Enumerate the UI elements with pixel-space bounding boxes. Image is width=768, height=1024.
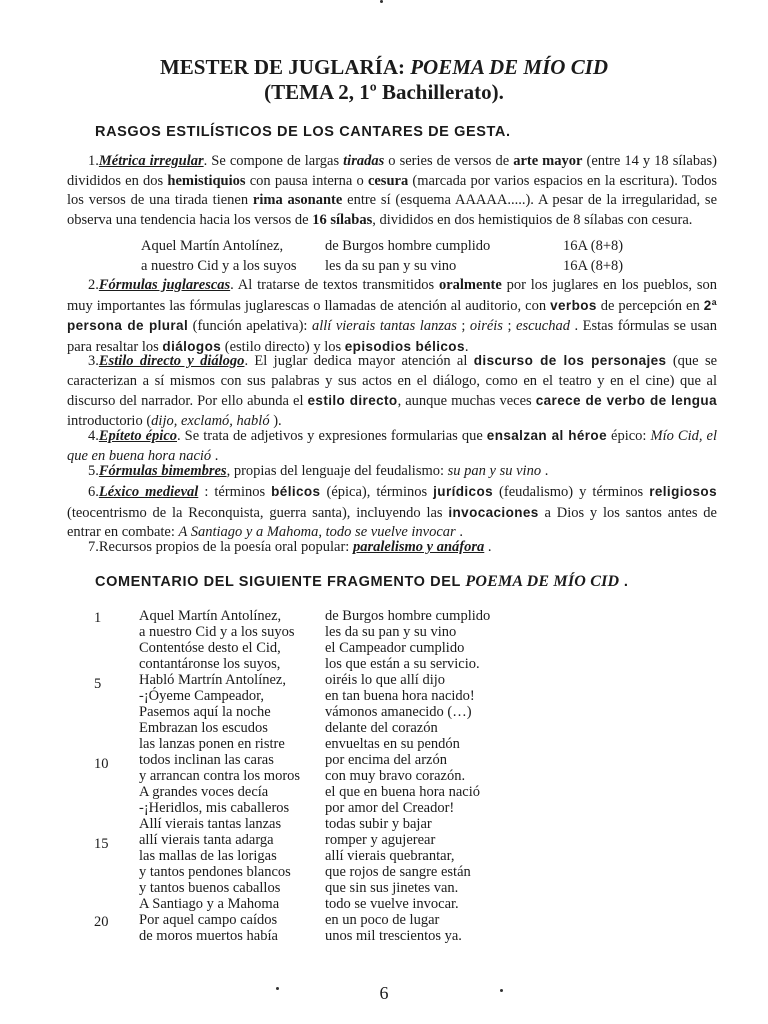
text: (entre 14 y 18 sílabas) divididos en dos	[67, 153, 718, 189]
example: dijo, exclamó, habló	[151, 412, 270, 429]
text: , aunque muchas veces	[397, 393, 536, 409]
line-number: 5	[94, 676, 102, 692]
item-label: paralelismo y anáfora	[352, 539, 485, 555]
poem-verse-first-half: y tantos buenos caballos	[139, 880, 281, 896]
term: diálogos	[162, 338, 222, 354]
term: hemistiquios	[167, 172, 246, 189]
item-label: Fórmulas juglarescas	[98, 277, 231, 293]
text: ).	[269, 412, 282, 429]
term: verbos	[550, 297, 597, 313]
poem-verse-first-half: todos inclinan las caras	[139, 752, 274, 768]
example-verse-1-left: Aquel Martín Antolínez,	[141, 238, 284, 254]
example-verse-1-right: de Burgos hombre cumplido	[325, 238, 491, 254]
poem-verse-second-half: allí vierais quebrantar,	[325, 848, 455, 864]
example-verse-2-left: a nuestro Cid y a los suyos	[141, 258, 297, 274]
item-number: 5.	[88, 463, 99, 479]
term: arte mayor	[513, 153, 583, 169]
text: (teocentrismo de la Reconquista, guerra santa), incluyendo las	[67, 504, 449, 521]
example: su pan y su vino	[447, 463, 542, 479]
item-6	[67, 482, 717, 543]
text: .	[464, 338, 469, 355]
poem-verse-second-half: delante del corazón	[325, 720, 438, 736]
line-number: 10	[94, 756, 109, 772]
text: ;	[502, 318, 517, 334]
line-number: 15	[94, 836, 109, 852]
term: 2ª persona de plural	[67, 297, 717, 333]
item-number: 7.	[88, 539, 99, 555]
poem-verse-second-half: todo se vuelve invocar.	[325, 896, 459, 912]
term: 16 sílabas	[312, 211, 373, 228]
example: escuchad	[516, 318, 570, 334]
line-number: 1	[94, 610, 102, 626]
item-4	[67, 426, 717, 466]
text: , propias del lenguaje del feudalismo:	[226, 463, 448, 479]
term: tiradas	[343, 153, 385, 169]
text: (estilo directo) y los	[221, 338, 345, 355]
text: ;	[456, 318, 470, 334]
item-label: Estilo directo y diálogo	[98, 353, 245, 369]
item-2	[67, 276, 717, 357]
poem-verse-first-half: las lanzas ponen en ristre	[139, 736, 285, 752]
title-line-1	[0, 55, 768, 80]
poem-verse-first-half: Aquel Martín Antolínez,	[139, 608, 282, 624]
text: a Dios y los santos antes de entrar en combate:	[67, 504, 717, 540]
example: oiréis	[469, 318, 503, 334]
item-7	[67, 538, 717, 558]
term: oralmente	[438, 277, 502, 293]
poem-verse-second-half: envueltas en su pendón	[325, 736, 460, 752]
poem-verse-second-half: les da su pan y su vino	[325, 624, 457, 640]
poem-verse-first-half: las mallas de las lorigas	[139, 848, 277, 864]
example-verse-2-meter: 16A (8+8)	[563, 258, 624, 274]
poem-verse-second-half: de Burgos hombre cumplido	[325, 608, 491, 624]
poem-verse-first-half: A grandes voces decía	[139, 784, 269, 800]
term: ensalzan al héroe	[486, 428, 607, 443]
example: Mío Cid, el que en buena hora nació	[67, 428, 717, 464]
text: (marcada por varios espacios en la escritura). Todos los versos de una tirada tienen	[67, 172, 717, 208]
item-1	[67, 152, 717, 230]
text: . Se trata de adjetivos y expresiones formularias que	[177, 428, 487, 444]
poem-verse-first-half: contantáronse los suyos,	[139, 656, 281, 672]
term: jurídicos	[433, 484, 494, 499]
item-label: Fórmulas bimembres	[98, 463, 227, 479]
heading-italic: POEMA DE MÍO CID	[465, 573, 620, 590]
poem-first-hemistichs	[139, 608, 300, 944]
example: allí vierais tantas lanzas	[311, 318, 457, 334]
poem-verse-second-half: unos mil trescientos ya.	[325, 928, 462, 944]
term: rima asonante	[252, 192, 343, 208]
text: con pausa interna o	[245, 172, 368, 189]
poem-verse-first-half: Embrazan los escudos	[139, 720, 268, 736]
poem-verse-first-half: allí vierais tanta adarga	[139, 832, 274, 848]
poem-verse-second-half: con muy bravo corazón.	[325, 768, 466, 784]
item-label: Epíteto épico	[98, 428, 178, 444]
poem-verse-second-half: en un poco de lugar	[325, 912, 440, 928]
text: (épica), términos	[320, 484, 434, 500]
item-label: Métrica irregular	[98, 153, 204, 169]
text: .	[484, 539, 492, 555]
text: o series de versos de	[384, 153, 514, 169]
poem-verse-second-half: por encima del arzón	[325, 752, 447, 768]
text: por los juglares en los pueblos, son muy importantes las fórmulas juglarescas o llamadas de atención al auditorio, con	[67, 277, 717, 314]
poem-verse-second-half: que rojos de sangre están	[325, 864, 471, 880]
term: estilo directo	[307, 393, 398, 408]
text: introductorio (	[67, 412, 152, 429]
text: (feudalismo) y términos	[493, 484, 650, 500]
text: de percepción en	[596, 297, 704, 314]
poem-verse-first-half: A Santiago y a Mahoma	[139, 896, 280, 912]
section-heading-comentario	[95, 573, 629, 591]
example: A Santiago y a Mahoma, todo se vuelve invocar	[178, 524, 456, 540]
line-number: 20	[94, 914, 109, 930]
text: épico:	[606, 428, 651, 444]
poem-verse-second-half: por amor del Creador!	[325, 800, 455, 816]
heading-text: COMENTARIO DEL SIGUIENTE FRAGMENTO DEL	[95, 574, 466, 590]
poem-verse-first-half: y arrancan contra los moros	[139, 768, 301, 784]
poem-verse-first-half: de moros muertos había	[139, 928, 278, 944]
poem-verse-second-half: el Campeador cumplido	[325, 640, 465, 656]
item-3	[67, 351, 717, 431]
poem-verse-first-half: y tantos pendones blancos	[139, 864, 291, 880]
text: . Estas fórmulas se usan para resaltar los	[67, 318, 717, 355]
poem-verse-first-half: -¡Óyeme Campeador,	[139, 688, 265, 704]
text: .	[455, 524, 463, 540]
item-number: 4.	[88, 428, 99, 444]
term: cesura	[367, 172, 409, 189]
poem-verse-second-half: oiréis lo que allí dijo	[325, 672, 446, 688]
term: episodios bélicos	[344, 338, 465, 354]
text: (que se caracterizan a sí mismos con sus palabras y sus actos en el diálogo, como en el teatro y en el cine) que al discurso del narrador. Por ello abunda el	[67, 353, 718, 409]
poem-verse-second-half: el que en buena hora nació	[325, 784, 480, 800]
title-line-2: (TEMA 2, 1º Bachillerato).	[264, 80, 504, 104]
speck	[380, 0, 383, 3]
example-verse-1-meter: 16A (8+8)	[563, 238, 624, 254]
poem-verse-second-half: todas subir y bajar	[325, 816, 432, 832]
poem-verse-second-half: los que están a su servicio.	[325, 656, 480, 672]
text: Recursos propios de la poesía oral popular:	[98, 539, 353, 555]
item-number: 2.	[88, 277, 99, 293]
text: . Se compone de largas	[203, 153, 344, 169]
example-verse-2-right: les da su pan y su vino	[325, 258, 457, 274]
item-number: 6.	[88, 484, 99, 500]
poem-verse-first-half: a nuestro Cid y a los suyos	[139, 624, 295, 640]
term: bélicos	[271, 484, 321, 499]
poem-verse-first-half: Pasemos aquí la noche	[139, 704, 271, 720]
term: religiosos	[649, 484, 717, 499]
text: .	[211, 447, 219, 464]
item-number: 3.	[88, 353, 99, 369]
term: invocaciones	[448, 504, 539, 520]
poem-verse-second-half: romper y agujerear	[325, 832, 436, 848]
text: . El juglar dedica mayor atención al	[244, 353, 474, 369]
poem-verse-second-half: que sin sus jinetes van.	[325, 880, 459, 896]
text: , divididos en dos hemistiquios de 8 sílabas con cesura.	[372, 211, 693, 228]
item-label: Léxico medieval	[98, 484, 199, 500]
page-number: 6	[379, 983, 389, 1003]
text: .	[541, 463, 549, 479]
text: entre sí (esquema AAAAA.....). A pesar de la irregularidad, se observa una tendencia hacia los versos de	[67, 192, 718, 228]
poem-verse-first-half: Allí vierais tantas lanzas	[139, 816, 282, 832]
poem-verse-second-half: vámonos amanecido (…)	[325, 704, 472, 720]
text: . Al tratarse de textos transmitidos	[230, 277, 439, 293]
poem-verse-first-half: -¡Heridlos, mis caballeros	[139, 800, 290, 816]
section-heading-rasgos: RASGOS ESTILÍSTICOS DE LOS CANTARES DE GESTA.	[95, 124, 511, 140]
title-italic: POEMA DE MÍO CID	[410, 55, 609, 79]
item-5	[67, 462, 717, 482]
poem-verse-second-half: en tan buena hora nacido!	[325, 688, 475, 704]
term: carece de verbo de lengua	[535, 393, 717, 408]
item-number: 1.	[88, 153, 99, 169]
title-plain: MESTER DE JUGLARÍA:	[159, 55, 411, 79]
poem-verse-first-half: Por aquel campo caídos	[139, 912, 278, 928]
poem-verse-first-half: Habló Martrín Antolínez,	[139, 672, 286, 688]
text: (función apelativa):	[188, 318, 312, 334]
text: : términos	[198, 484, 272, 500]
poem-second-hemistichs	[325, 608, 490, 944]
poem-verse-first-half: Contentóse desto el Cid,	[139, 640, 281, 656]
term: discurso de los personajes	[473, 353, 667, 368]
heading-end: .	[619, 574, 629, 590]
